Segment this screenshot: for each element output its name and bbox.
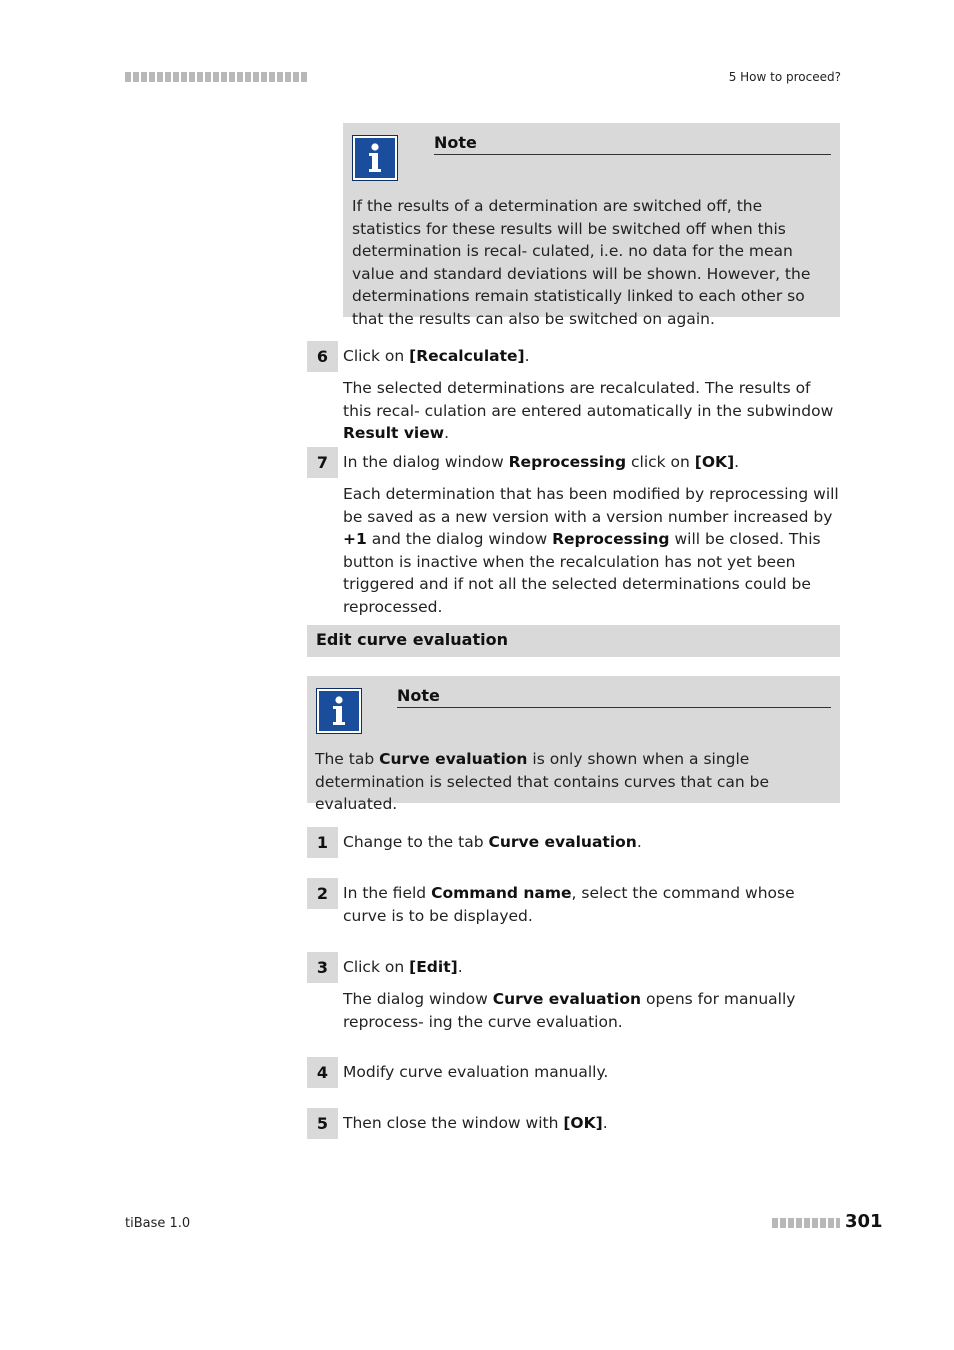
footer-decoration	[772, 1218, 840, 1228]
step-text: Change to the tab Curve evaluation.	[343, 833, 642, 851]
info-icon	[352, 135, 398, 181]
header-decoration	[125, 72, 308, 82]
step-text: In the field Command name, select the command whose curve is to be displayed.	[343, 884, 795, 925]
step-number: 7	[307, 447, 338, 478]
note-title: Note	[397, 686, 831, 708]
step-text: In the dialog window Reprocessing click on [OK].	[343, 453, 740, 471]
step-number: 2	[307, 878, 338, 909]
info-icon	[316, 688, 362, 734]
note-box	[307, 676, 840, 813]
step-number: 5	[307, 1108, 338, 1139]
step-number: 4	[307, 1057, 338, 1088]
header-section-title: 5 How to proceed?	[728, 70, 841, 84]
note-box	[343, 123, 840, 328]
page-number: 301	[845, 1211, 883, 1232]
step-text: Click on [Edit].	[343, 958, 463, 976]
step-number: 6	[307, 341, 338, 372]
step-description: Each determination that has been modified by reprocessing will be saved as a new version with a version number increased by +1 and the dialog window Reprocessing will be closed. This button is inactive when the recalculation has not yet been triggered and if not all the selected determinations could be reprocessed.	[343, 485, 839, 616]
step-number: 1	[307, 827, 338, 858]
note-body: The tab Curve evaluation is only shown when a single determination is selected that contains curves that can be evaluated.	[315, 750, 770, 813]
note-body: If the results of a determination are switched off, the statistics for these results will be switched off when this determination is recal- culated, i.e. no data for the mean value and standard deviations will be shown. However, the determinations remain statistically linked to each other so that the results can also be switched on again.	[352, 197, 811, 328]
section-title: Edit curve evaluation	[316, 630, 508, 649]
note-title: Note	[434, 133, 831, 155]
step-text: Then close the window with [OK].	[343, 1114, 608, 1132]
step-number: 3	[307, 952, 338, 983]
footer-product: tiBase 1.0	[125, 1216, 191, 1231]
step-text: Click on [Recalculate].	[343, 347, 530, 365]
step-description: The dialog window Curve evaluation opens for manually reprocess- ing the curve evaluation.	[343, 990, 796, 1031]
step-description: The selected determinations are recalculated. The results of this recal- culation are entered automatically in the subwindow Result view.	[343, 379, 834, 442]
step-text: Modify curve evaluation manually.	[343, 1063, 609, 1081]
section-header	[307, 625, 840, 657]
